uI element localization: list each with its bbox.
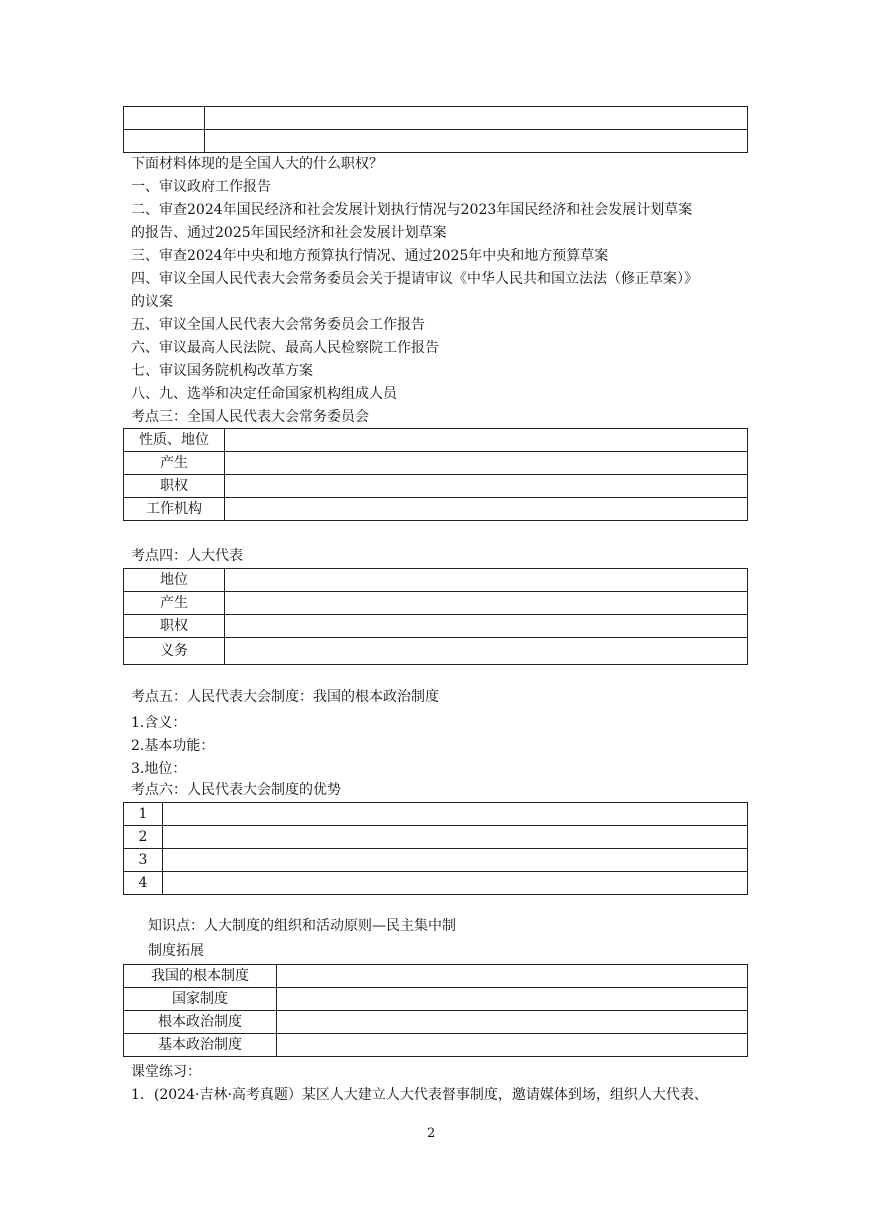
table-row [124,107,748,130]
row-label: 国家制度 [124,988,277,1011]
row-number: 3 [124,849,163,872]
answer-cell [225,592,748,615]
table-row [124,130,748,153]
table-cell [205,107,748,130]
table-row [124,475,748,498]
table-row [124,965,748,988]
row-number: 2 [124,826,163,849]
question-line: 三、审查2024年中央和地方预算执行情况、通过2025年中央和地方预算草案 [131,248,609,264]
answer-cell [225,475,748,498]
question-line: 一、审议政府工作报告 [131,179,271,195]
answer-cell [225,638,748,665]
question-line: 四、审议全国人民代表大会常务委员会关于提请审议《中华人民共和国立法法（修正草案）》 [131,271,698,287]
answer-cell [225,452,748,475]
table-row [124,429,748,452]
kd3-table [123,428,748,521]
table-row [124,452,748,475]
row-label: 义务 [124,638,225,665]
answer-cell [163,872,748,895]
section-heading-kd3: 考点三：全国人民代表大会常务委员会 [131,409,369,425]
table-row [124,988,748,1011]
row-label: 地位 [124,569,225,592]
row-number: 4 [124,872,163,895]
table-row [124,615,748,638]
question-line: 七、审议国务院机构改革方案 [131,363,313,379]
table-cell [124,107,205,130]
table-row [124,638,748,665]
table-row [124,803,748,826]
table-row [124,872,748,895]
answer-cell [225,569,748,592]
row-label: 职权 [124,475,225,498]
practice-question: 1．(2024·吉林·高考真题）某区人大建立人大代表督事制度，邀请媒体到场，组织人大代表、 [131,1087,708,1103]
table-row [124,498,748,521]
row-label: 根本政治制度 [124,1011,277,1034]
section-heading-kd4: 考点四：人大代表 [131,548,243,564]
table-row [124,1034,748,1057]
row-label: 性质、地位 [124,429,225,452]
practice-heading: 课堂练习： [131,1064,201,1080]
table-cell [205,130,748,153]
table-cell [124,130,205,153]
question-line: 的报告、通过2025年国民经济和社会发展计划草案 [131,225,447,241]
list-item: 2.基本功能： [131,738,215,754]
list-item: 3.地位： [131,761,187,777]
row-label: 工作机构 [124,498,225,521]
answer-cell [163,849,748,872]
sub-heading: 制度拓展 [148,943,204,959]
page-number: 2 [427,1126,436,1141]
question-line: 二、审查2024年国民经济和社会发展计划执行情况与2023年国民经济和社会发展计划草案 [131,202,693,218]
answer-cell [163,803,748,826]
row-label: 职权 [124,615,225,638]
row-label: 产生 [124,592,225,615]
table-row [124,826,748,849]
row-number: 1 [124,803,163,826]
question-line: 五、审议全国人民代表大会常务委员会工作报告 [131,317,425,333]
row-label: 产生 [124,452,225,475]
answer-cell [277,1011,748,1034]
section-heading-kd6: 考点六：人民代表大会制度的优势 [131,782,341,798]
answer-cell [163,826,748,849]
kd4-table [123,568,748,665]
section-heading-kd5: 考点五：人民代表大会制度：我国的根本政治制度 [131,689,439,705]
table-row [124,592,748,615]
section-heading-knowledge: 知识点：人大制度的组织和活动原则—民主集中制 [148,918,456,934]
row-label: 我国的根本制度 [124,965,277,988]
answer-cell [225,429,748,452]
answer-cell [277,965,748,988]
system-table [123,964,748,1057]
question-intro: 下面材料体现的是全国人大的什么职权？ [131,156,383,172]
answer-cell [225,498,748,521]
answer-cell [277,1034,748,1057]
question-line: 六、审议最高人民法院、最高人民检察院工作报告 [131,340,439,356]
list-item: 1.含义： [131,715,187,731]
question-line: 八、九、选举和决定任命国家机构组成人员 [131,386,397,402]
table-row [124,1011,748,1034]
kd6-table [123,802,748,895]
top-blank-table [123,106,748,153]
answer-cell [277,988,748,1011]
row-label: 基本政治制度 [124,1034,277,1057]
table-row [124,849,748,872]
answer-cell [225,615,748,638]
question-line: 的议案 [131,294,173,310]
table-row [124,569,748,592]
